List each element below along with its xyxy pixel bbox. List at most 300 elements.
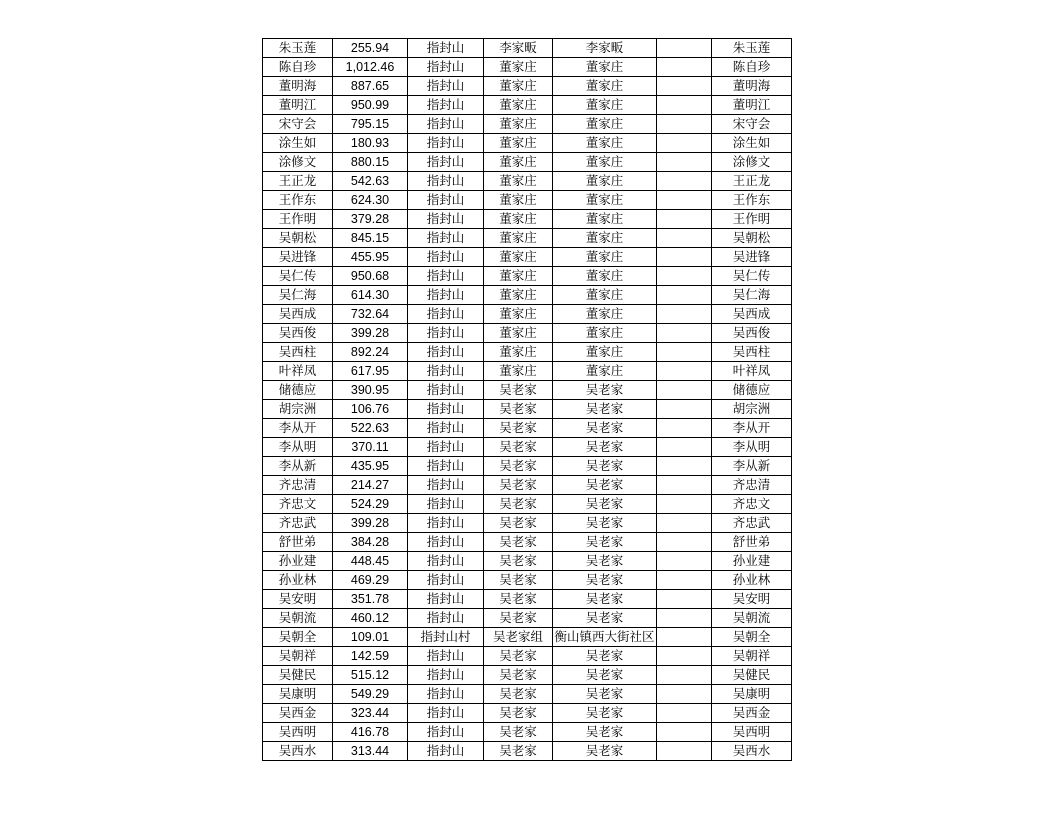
area-cell: 795.15: [333, 115, 408, 134]
village-cell: 指封山: [408, 115, 484, 134]
name-cell: 吴西水: [263, 742, 333, 761]
blank-cell: [657, 153, 712, 172]
owner-cell: 吴西金: [712, 704, 792, 723]
village-cell: 指封山村: [408, 628, 484, 647]
group-cell: 吴老家: [484, 400, 553, 419]
owner-cell: 董明海: [712, 77, 792, 96]
area-cell: 416.78: [333, 723, 408, 742]
area-cell: 549.29: [333, 685, 408, 704]
group-cell: 吴老家: [484, 704, 553, 723]
table-row: [263, 419, 792, 438]
location-cell: 董家庄: [553, 362, 657, 381]
location-cell: 董家庄: [553, 305, 657, 324]
name-cell: 吴仁传: [263, 267, 333, 286]
name-cell: 涂修文: [263, 153, 333, 172]
blank-cell: [657, 476, 712, 495]
location-cell: 吴老家: [553, 533, 657, 552]
village-cell: 指封山: [408, 457, 484, 476]
location-cell: 董家庄: [553, 210, 657, 229]
data-table: [262, 38, 792, 761]
name-cell: 王作明: [263, 210, 333, 229]
table-row: [263, 438, 792, 457]
blank-cell: [657, 571, 712, 590]
blank-cell: [657, 704, 712, 723]
owner-cell: 李从明: [712, 438, 792, 457]
location-cell: 董家庄: [553, 248, 657, 267]
group-cell: 董家庄: [484, 210, 553, 229]
name-cell: 吴安明: [263, 590, 333, 609]
location-cell: 吴老家: [553, 590, 657, 609]
owner-cell: 吴健民: [712, 666, 792, 685]
owner-cell: 王作明: [712, 210, 792, 229]
village-cell: 指封山: [408, 419, 484, 438]
location-cell: 董家庄: [553, 58, 657, 77]
table-row: [263, 476, 792, 495]
village-cell: 指封山: [408, 533, 484, 552]
name-cell: 孙业林: [263, 571, 333, 590]
owner-cell: 齐忠武: [712, 514, 792, 533]
name-cell: 吴仁海: [263, 286, 333, 305]
location-cell: 吴老家: [553, 571, 657, 590]
table-row: [263, 628, 792, 647]
location-cell: 吴老家: [553, 704, 657, 723]
location-cell: 吴老家: [553, 476, 657, 495]
village-cell: 指封山: [408, 647, 484, 666]
name-cell: 叶祥凤: [263, 362, 333, 381]
group-cell: 吴老家: [484, 742, 553, 761]
area-cell: 399.28: [333, 514, 408, 533]
table-row: [263, 286, 792, 305]
blank-cell: [657, 647, 712, 666]
table-row: [263, 514, 792, 533]
name-cell: 孙业建: [263, 552, 333, 571]
location-cell: 董家庄: [553, 134, 657, 153]
group-cell: 董家庄: [484, 362, 553, 381]
name-cell: 朱玉莲: [263, 39, 333, 58]
table-row: [263, 96, 792, 115]
location-cell: 董家庄: [553, 267, 657, 286]
blank-cell: [657, 742, 712, 761]
blank-cell: [657, 628, 712, 647]
group-cell: 董家庄: [484, 172, 553, 191]
location-cell: 吴老家: [553, 666, 657, 685]
group-cell: 吴老家: [484, 571, 553, 590]
location-cell: 吴老家: [553, 685, 657, 704]
area-cell: 892.24: [333, 343, 408, 362]
group-cell: 吴老家: [484, 438, 553, 457]
blank-cell: [657, 134, 712, 153]
area-cell: 524.29: [333, 495, 408, 514]
name-cell: 董明海: [263, 77, 333, 96]
blank-cell: [657, 362, 712, 381]
village-cell: 指封山: [408, 685, 484, 704]
location-cell: 董家庄: [553, 229, 657, 248]
group-cell: 吴老家: [484, 552, 553, 571]
name-cell: 齐忠武: [263, 514, 333, 533]
group-cell: 吴老家: [484, 647, 553, 666]
blank-cell: [657, 343, 712, 362]
location-cell: 董家庄: [553, 286, 657, 305]
area-cell: 845.15: [333, 229, 408, 248]
name-cell: 吴朝全: [263, 628, 333, 647]
owner-cell: 涂生如: [712, 134, 792, 153]
owner-cell: 吴仁传: [712, 267, 792, 286]
owner-cell: 吴西水: [712, 742, 792, 761]
blank-cell: [657, 96, 712, 115]
location-cell: 吴老家: [553, 552, 657, 571]
name-cell: 吴西明: [263, 723, 333, 742]
name-cell: 吴康明: [263, 685, 333, 704]
table-row: [263, 362, 792, 381]
table-row: [263, 742, 792, 761]
group-cell: 吴老家: [484, 723, 553, 742]
location-cell: 吴老家: [553, 419, 657, 438]
blank-cell: [657, 191, 712, 210]
area-cell: 880.15: [333, 153, 408, 172]
group-cell: 董家庄: [484, 134, 553, 153]
owner-cell: 李从开: [712, 419, 792, 438]
owner-cell: 舒世弟: [712, 533, 792, 552]
table-row: [263, 400, 792, 419]
name-cell: 胡宗洲: [263, 400, 333, 419]
village-cell: 指封山: [408, 96, 484, 115]
location-cell: 吴老家: [553, 438, 657, 457]
village-cell: 指封山: [408, 609, 484, 628]
owner-cell: 涂修文: [712, 153, 792, 172]
location-cell: 吴老家: [553, 609, 657, 628]
village-cell: 指封山: [408, 571, 484, 590]
blank-cell: [657, 666, 712, 685]
village-cell: 指封山: [408, 742, 484, 761]
name-cell: 吴朝祥: [263, 647, 333, 666]
area-cell: 109.01: [333, 628, 408, 647]
table-row: [263, 647, 792, 666]
blank-cell: [657, 39, 712, 58]
location-cell: 衡山镇西大街社区: [553, 628, 657, 647]
area-cell: 142.59: [333, 647, 408, 666]
group-cell: 吴老家: [484, 609, 553, 628]
name-cell: 吴西柱: [263, 343, 333, 362]
village-cell: 指封山: [408, 229, 484, 248]
blank-cell: [657, 495, 712, 514]
blank-cell: [657, 210, 712, 229]
table-row: [263, 77, 792, 96]
group-cell: 吴老家: [484, 419, 553, 438]
village-cell: 指封山: [408, 400, 484, 419]
name-cell: 齐忠文: [263, 495, 333, 514]
owner-cell: 齐忠清: [712, 476, 792, 495]
location-cell: 董家庄: [553, 115, 657, 134]
table-row: [263, 39, 792, 58]
table-row: [263, 533, 792, 552]
area-cell: 106.76: [333, 400, 408, 419]
blank-cell: [657, 248, 712, 267]
area-cell: 435.95: [333, 457, 408, 476]
table-row: [263, 324, 792, 343]
owner-cell: 王正龙: [712, 172, 792, 191]
blank-cell: [657, 723, 712, 742]
table-row: [263, 685, 792, 704]
group-cell: 董家庄: [484, 115, 553, 134]
village-cell: 指封山: [408, 495, 484, 514]
area-cell: 323.44: [333, 704, 408, 723]
area-cell: 614.30: [333, 286, 408, 305]
name-cell: 吴西金: [263, 704, 333, 723]
name-cell: 宋守会: [263, 115, 333, 134]
owner-cell: 李从新: [712, 457, 792, 476]
area-cell: 448.45: [333, 552, 408, 571]
blank-cell: [657, 305, 712, 324]
village-cell: 指封山: [408, 191, 484, 210]
area-cell: 379.28: [333, 210, 408, 229]
owner-cell: 吴朝祥: [712, 647, 792, 666]
village-cell: 指封山: [408, 39, 484, 58]
group-cell: 董家庄: [484, 153, 553, 172]
village-cell: 指封山: [408, 267, 484, 286]
village-cell: 指封山: [408, 305, 484, 324]
owner-cell: 吴朝流: [712, 609, 792, 628]
table-row: [263, 552, 792, 571]
location-cell: 董家庄: [553, 343, 657, 362]
name-cell: 吴西成: [263, 305, 333, 324]
owner-cell: 胡宗洲: [712, 400, 792, 419]
area-cell: 460.12: [333, 609, 408, 628]
village-cell: 指封山: [408, 362, 484, 381]
group-cell: 吴老家: [484, 666, 553, 685]
area-cell: 384.28: [333, 533, 408, 552]
table-row: [263, 381, 792, 400]
blank-cell: [657, 419, 712, 438]
blank-cell: [657, 514, 712, 533]
area-cell: 469.29: [333, 571, 408, 590]
village-cell: 指封山: [408, 210, 484, 229]
area-cell: 370.11: [333, 438, 408, 457]
blank-cell: [657, 381, 712, 400]
village-cell: 指封山: [408, 552, 484, 571]
group-cell: 董家庄: [484, 305, 553, 324]
owner-cell: 吴康明: [712, 685, 792, 704]
table-row: [263, 58, 792, 77]
group-cell: 吴老家: [484, 533, 553, 552]
name-cell: 王正龙: [263, 172, 333, 191]
name-cell: 齐忠清: [263, 476, 333, 495]
group-cell: 董家庄: [484, 77, 553, 96]
owner-cell: 吴西俊: [712, 324, 792, 343]
location-cell: 吴老家: [553, 723, 657, 742]
name-cell: 舒世弟: [263, 533, 333, 552]
location-cell: 董家庄: [553, 324, 657, 343]
group-cell: 董家庄: [484, 229, 553, 248]
location-cell: 吴老家: [553, 742, 657, 761]
area-cell: 522.63: [333, 419, 408, 438]
blank-cell: [657, 267, 712, 286]
village-cell: 指封山: [408, 590, 484, 609]
group-cell: 吴老家: [484, 381, 553, 400]
name-cell: 王作东: [263, 191, 333, 210]
village-cell: 指封山: [408, 704, 484, 723]
table-row: [263, 723, 792, 742]
table-row: [263, 609, 792, 628]
village-cell: 指封山: [408, 153, 484, 172]
area-cell: 1,012.46: [333, 58, 408, 77]
village-cell: 指封山: [408, 514, 484, 533]
table-row: [263, 172, 792, 191]
group-cell: 吴老家: [484, 457, 553, 476]
group-cell: 吴老家: [484, 590, 553, 609]
owner-cell: 孙业林: [712, 571, 792, 590]
village-cell: 指封山: [408, 723, 484, 742]
village-cell: 指封山: [408, 58, 484, 77]
table-row: [263, 305, 792, 324]
owner-cell: 吴进锋: [712, 248, 792, 267]
blank-cell: [657, 229, 712, 248]
blank-cell: [657, 685, 712, 704]
group-cell: 吴老家组: [484, 628, 553, 647]
area-cell: 624.30: [333, 191, 408, 210]
location-cell: 吴老家: [553, 514, 657, 533]
table-row: [263, 229, 792, 248]
owner-cell: 储德应: [712, 381, 792, 400]
area-cell: 950.68: [333, 267, 408, 286]
table-row: [263, 153, 792, 172]
area-cell: 950.99: [333, 96, 408, 115]
village-cell: 指封山: [408, 381, 484, 400]
table-row: [263, 457, 792, 476]
owner-cell: 孙业建: [712, 552, 792, 571]
group-cell: 吴老家: [484, 495, 553, 514]
name-cell: 李从开: [263, 419, 333, 438]
blank-cell: [657, 552, 712, 571]
table-body: [263, 39, 792, 761]
village-cell: 指封山: [408, 77, 484, 96]
owner-cell: 吴朝松: [712, 229, 792, 248]
area-cell: 515.12: [333, 666, 408, 685]
owner-cell: 王作东: [712, 191, 792, 210]
table-row: [263, 210, 792, 229]
group-cell: 董家庄: [484, 96, 553, 115]
group-cell: 董家庄: [484, 324, 553, 343]
owner-cell: 吴朝全: [712, 628, 792, 647]
table-row: [263, 590, 792, 609]
group-cell: 董家庄: [484, 286, 553, 305]
name-cell: 吴朝流: [263, 609, 333, 628]
owner-cell: 董明江: [712, 96, 792, 115]
blank-cell: [657, 115, 712, 134]
group-cell: 董家庄: [484, 191, 553, 210]
village-cell: 指封山: [408, 324, 484, 343]
group-cell: 董家庄: [484, 343, 553, 362]
village-cell: 指封山: [408, 286, 484, 305]
group-cell: 吴老家: [484, 514, 553, 533]
owner-cell: 陈自珍: [712, 58, 792, 77]
table-row: [263, 134, 792, 153]
group-cell: 董家庄: [484, 267, 553, 286]
village-cell: 指封山: [408, 248, 484, 267]
name-cell: 吴进锋: [263, 248, 333, 267]
location-cell: 吴老家: [553, 400, 657, 419]
location-cell: 董家庄: [553, 172, 657, 191]
location-cell: 吴老家: [553, 647, 657, 666]
owner-cell: 吴西明: [712, 723, 792, 742]
blank-cell: [657, 590, 712, 609]
blank-cell: [657, 457, 712, 476]
table-row: [263, 248, 792, 267]
village-cell: 指封山: [408, 476, 484, 495]
area-cell: 390.95: [333, 381, 408, 400]
name-cell: 吴健民: [263, 666, 333, 685]
village-cell: 指封山: [408, 343, 484, 362]
blank-cell: [657, 58, 712, 77]
owner-cell: 宋守会: [712, 115, 792, 134]
blank-cell: [657, 324, 712, 343]
area-cell: 399.28: [333, 324, 408, 343]
location-cell: 吴老家: [553, 457, 657, 476]
name-cell: 储德应: [263, 381, 333, 400]
owner-cell: 吴西柱: [712, 343, 792, 362]
table-row: [263, 495, 792, 514]
village-cell: 指封山: [408, 172, 484, 191]
owner-cell: 齐忠文: [712, 495, 792, 514]
owner-cell: 吴安明: [712, 590, 792, 609]
name-cell: 董明江: [263, 96, 333, 115]
table-row: [263, 571, 792, 590]
blank-cell: [657, 438, 712, 457]
area-cell: 887.65: [333, 77, 408, 96]
name-cell: 吴朝松: [263, 229, 333, 248]
table-row: [263, 191, 792, 210]
area-cell: 617.95: [333, 362, 408, 381]
location-cell: 董家庄: [553, 153, 657, 172]
owner-cell: 叶祥凤: [712, 362, 792, 381]
area-cell: 180.93: [333, 134, 408, 153]
name-cell: 涂生如: [263, 134, 333, 153]
area-cell: 351.78: [333, 590, 408, 609]
owner-cell: 吴西成: [712, 305, 792, 324]
group-cell: 吴老家: [484, 476, 553, 495]
blank-cell: [657, 286, 712, 305]
village-cell: 指封山: [408, 438, 484, 457]
name-cell: 吴西俊: [263, 324, 333, 343]
name-cell: 陈自珍: [263, 58, 333, 77]
area-cell: 313.44: [333, 742, 408, 761]
area-cell: 255.94: [333, 39, 408, 58]
area-cell: 214.27: [333, 476, 408, 495]
name-cell: 李从明: [263, 438, 333, 457]
blank-cell: [657, 172, 712, 191]
table-row: [263, 343, 792, 362]
group-cell: 董家庄: [484, 58, 553, 77]
group-cell: 吴老家: [484, 685, 553, 704]
blank-cell: [657, 609, 712, 628]
name-cell: 李从新: [263, 457, 333, 476]
table-row: [263, 666, 792, 685]
village-cell: 指封山: [408, 134, 484, 153]
group-cell: 李家畈: [484, 39, 553, 58]
location-cell: 董家庄: [553, 96, 657, 115]
table-row: [263, 704, 792, 723]
area-cell: 542.63: [333, 172, 408, 191]
location-cell: 李家畈: [553, 39, 657, 58]
location-cell: 董家庄: [553, 191, 657, 210]
owner-cell: 朱玉莲: [712, 39, 792, 58]
blank-cell: [657, 533, 712, 552]
owner-cell: 吴仁海: [712, 286, 792, 305]
area-cell: 732.64: [333, 305, 408, 324]
group-cell: 董家庄: [484, 248, 553, 267]
blank-cell: [657, 77, 712, 96]
area-cell: 455.95: [333, 248, 408, 267]
location-cell: 吴老家: [553, 495, 657, 514]
